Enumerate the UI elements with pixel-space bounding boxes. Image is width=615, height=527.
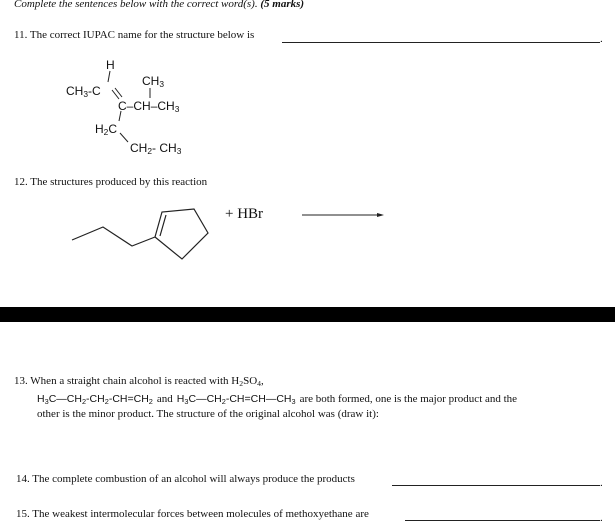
question-15-end: . [600, 512, 603, 524]
question-11-end: . [600, 33, 603, 45]
group-ch-chain: $C-CH-CH_3$ [118, 99, 180, 114]
question-11-text: 11. The correct IUPAC name for the structure below is [14, 29, 255, 41]
question-13-line3: other is the minor product. The structure of the original alcohol was (draw it): [37, 408, 379, 420]
question-12-text: 12. The structures produced by this reaction [14, 176, 208, 188]
and-text: and [156, 393, 173, 405]
question-14-text: 14. The complete combustion of an alcohol will always produce the products [16, 473, 355, 485]
reagent-hbr: + HBr [225, 206, 264, 222]
formula-2: $H_3C—CH_2-CH=CH—CH_3$ [176, 393, 296, 406]
question-13-line2 [37, 389, 517, 407]
answer-line-14[interactable] [392, 485, 600, 486]
answer-line-15[interactable] [405, 520, 600, 521]
atom-h: H [106, 58, 115, 72]
instruction-text: Complete the sentences below with the correct word(s). [14, 0, 258, 10]
question-15-text: 15. The weakest intermolecular forces between molecules of methoxyethane are [16, 508, 369, 520]
group-h2c: $H_2C$ [95, 122, 118, 137]
question-13-line1: 13. When a straight chain alcohol is reacted with $H_2SO_4$, [14, 375, 264, 388]
black-divider-band [0, 307, 615, 322]
group-ch2-ch3: $CH_2-$ $CH_3$ [130, 141, 182, 156]
group-ch3-left: $CH_3-C$ [66, 84, 101, 99]
question-13-line2-tail: are both formed, one is the major product and the [299, 393, 518, 405]
group-ch3-top: $CH_3$ [142, 74, 165, 89]
question-14-end: . [600, 477, 603, 489]
formula-1: $H_3C—CH_2-CH_2-CH=CH_2$ [37, 393, 153, 406]
marks-label: (5 marks) [260, 0, 305, 10]
